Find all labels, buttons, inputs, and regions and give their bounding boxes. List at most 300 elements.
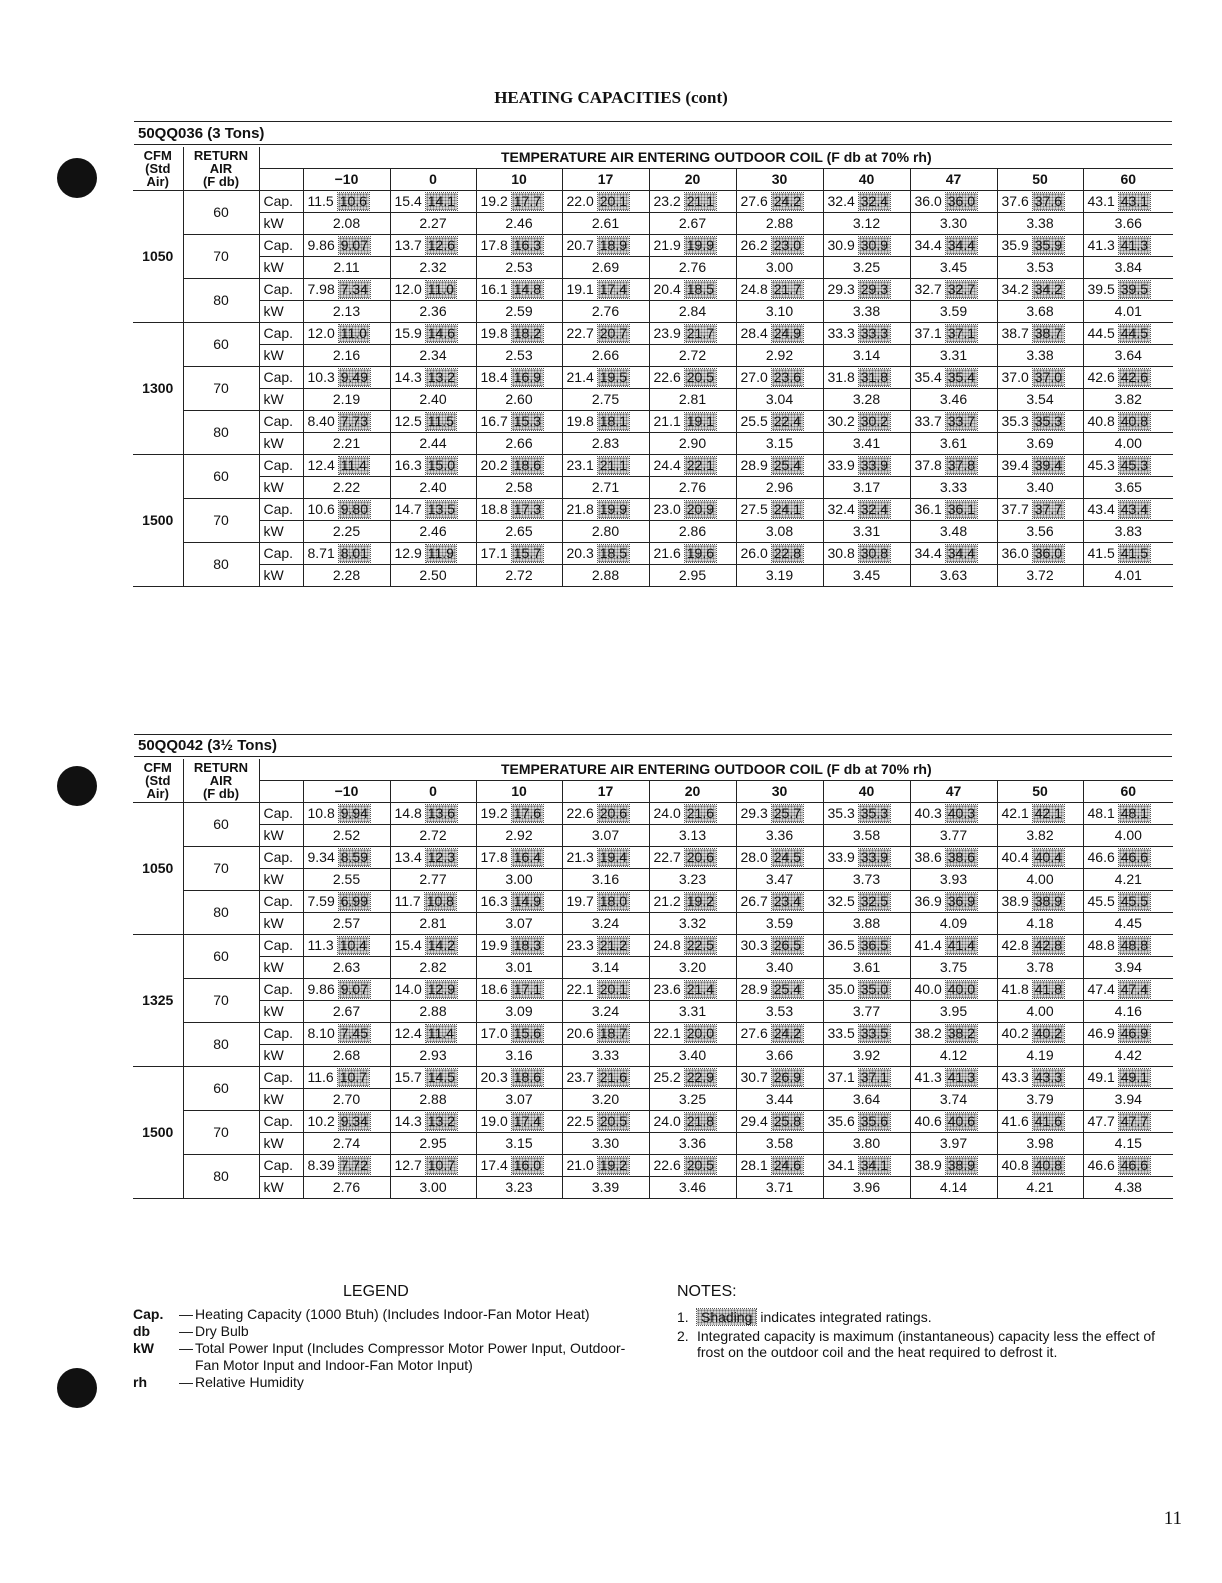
cap-cell [823,1023,910,1045]
cap-value: 42.8 [1001,937,1029,953]
notes-title: NOTES: [677,1283,737,1300]
kw-value: 2.66 [562,345,649,367]
integrated-cap-value: 25.8 [773,1113,801,1129]
cap-cell [997,935,1083,957]
integrated-cap-value: 37.6 [1034,193,1062,209]
integrated-cap-value: 46.9 [1120,1025,1148,1041]
cap-value: 19.0 [480,1113,508,1129]
cap-cell [649,323,736,345]
cap-label: Cap. [259,1155,303,1177]
cap-cell [910,455,997,477]
cap-cell [649,935,736,957]
cap-cell [736,499,823,521]
cap-cell [910,935,997,957]
cap-value: 10.3 [307,369,335,385]
cap-value: 22.1 [566,981,594,997]
cap-value: 28.1 [740,1157,768,1173]
cap-value: 49.1 [1087,1069,1115,1085]
integrated-cap-value: 7.34 [340,281,368,297]
integrated-cap-value: 18.5 [686,281,714,297]
integrated-cap-value: 13.2 [427,369,455,385]
cap-label: Cap. [259,979,303,1001]
cap-value: 39.5 [1087,281,1115,297]
return-air-value: 80 [183,279,259,323]
cap-value: 18.8 [480,501,508,517]
kw-value: 2.76 [649,257,736,279]
kw-value: 2.67 [303,1001,390,1023]
kw-value: 2.88 [390,1001,476,1023]
integrated-cap-value: 37.1 [860,1069,888,1085]
kw-value: 2.66 [476,433,562,455]
cap-value: 29.4 [740,1113,768,1129]
cap-value: 11.7 [394,893,421,909]
cap-cell [649,1023,736,1045]
kw-value: 3.20 [562,1089,649,1111]
cap-value: 22.7 [566,325,594,341]
cap-row [133,191,1173,213]
cap-cell [910,323,997,345]
integrated-cap-value: 13.5 [427,501,455,517]
legend-title: LEGEND [343,1283,409,1300]
integrated-cap-value: 9.34 [340,1113,368,1129]
cap-cell [562,543,649,565]
integrated-cap-value: 19.9 [686,237,714,253]
cap-value: 33.9 [827,849,855,865]
legend-key: db [133,1323,151,1339]
integrated-cap-value: 10.7 [427,1157,455,1173]
kw-value: 2.36 [390,301,476,323]
integrated-cap-value: 17.6 [513,805,541,821]
cap-cell [562,935,649,957]
cap-cell [736,847,823,869]
kw-value: 2.52 [303,825,390,847]
kw-value: 3.38 [823,301,910,323]
cap-cell [390,847,476,869]
kw-value: 3.71 [736,1177,823,1199]
kw-value: 2.16 [303,345,390,367]
kw-value: 4.01 [1083,565,1173,587]
cap-cell [562,979,649,1001]
cap-value: 42.1 [1001,805,1029,821]
integrated-cap-value: 18.9 [599,237,627,253]
integrated-cap-value: 9.49 [340,369,368,385]
kw-value: 3.33 [910,477,997,499]
cap-cell [390,891,476,913]
cap-cell [910,891,997,913]
cap-value: 39.4 [1001,457,1029,473]
cap-cell [390,1155,476,1177]
temperature-column: 47 [910,781,997,803]
cap-cell [562,847,649,869]
kw-value: 3.69 [997,433,1083,455]
integrated-cap-value: 40.0 [947,981,975,997]
header-row [133,759,1173,781]
cap-cell [910,803,997,825]
legend-definition: Dry Bulb [195,1323,249,1339]
kw-value: 2.74 [303,1133,390,1155]
cap-value: 48.1 [1087,805,1115,821]
kw-value: 3.46 [649,1177,736,1199]
cap-value: 24.4 [653,457,681,473]
cap-value: 24.0 [653,805,681,821]
cap-label: Cap. [259,279,303,301]
cap-cell [562,279,649,301]
cap-value: 13.7 [394,237,422,253]
cap-cell [562,1023,649,1045]
kw-value: 2.83 [562,433,649,455]
cap-value: 21.3 [566,849,594,865]
kw-value: 3.15 [476,1133,562,1155]
cap-row [133,847,1173,869]
kw-value: 3.61 [910,433,997,455]
integrated-cap-value: 33.9 [860,849,888,865]
cap-value: 20.4 [653,281,681,297]
integrated-cap-value: 25.4 [773,457,801,473]
integrated-cap-value: 26.5 [773,937,801,953]
integrated-cap-value: 37.0 [1034,369,1062,385]
kw-value: 3.66 [1083,213,1173,235]
cap-cell [303,1111,390,1133]
integrated-cap-value: 22.4 [773,413,801,429]
cap-value: 11.3 [307,937,334,953]
kw-value: 2.68 [303,1045,390,1067]
cap-value: 8.10 [307,1025,335,1041]
cap-cell [910,367,997,389]
cap-value: 19.9 [480,937,508,953]
cap-cell [303,367,390,389]
integrated-cap-value: 19.9 [599,501,627,517]
kw-value: 2.25 [303,521,390,543]
cap-value: 23.6 [653,981,681,997]
cap-value: 31.8 [827,369,855,385]
kw-value: 3.44 [736,1089,823,1111]
integrated-cap-value: 34.1 [860,1157,888,1173]
cap-cell [390,543,476,565]
cap-cell [390,803,476,825]
cap-cell [1083,235,1173,257]
kw-label: kW [259,433,303,455]
cap-cell [562,1067,649,1089]
cap-cell [910,499,997,521]
cap-row [133,455,1173,477]
cap-label: Cap. [259,1023,303,1045]
integrated-cap-value: 24.1 [773,501,801,517]
cap-label: Cap. [259,323,303,345]
cap-value: 12.4 [307,457,335,473]
integrated-cap-value: 32.4 [860,193,888,209]
kw-value: 3.98 [997,1133,1083,1155]
integrated-cap-value: 7.45 [340,1025,368,1041]
integrated-cap-value: 44.5 [1120,325,1148,341]
cap-value: 22.5 [566,1113,594,1129]
cap-cell [303,235,390,257]
cap-cell [303,935,390,957]
cap-row [133,1023,1173,1045]
temperature-column: 20 [649,169,736,191]
cap-value: 26.2 [740,237,768,253]
temperature-header: TEMPERATURE AIR ENTERING OUTDOOR COIL (F db at 70% rh) [259,759,1173,781]
kw-value: 2.88 [390,1089,476,1111]
cap-value: 12.9 [394,545,422,561]
kw-value: 3.36 [736,825,823,847]
cap-label: Cap. [259,1111,303,1133]
kw-value: 3.08 [736,521,823,543]
kw-value: 2.92 [476,825,562,847]
cap-cell [910,979,997,1001]
integrated-cap-value: 14.8 [513,281,541,297]
integrated-cap-value: 39.4 [1034,457,1062,473]
kw-value: 3.38 [997,345,1083,367]
cap-cell [649,847,736,869]
integrated-cap-value: 42.8 [1034,937,1062,953]
integrated-cap-value: 49.1 [1120,1069,1148,1085]
cap-cell [649,235,736,257]
integrated-cap-value: 9.07 [340,981,368,997]
cap-value: 20.6 [566,1025,594,1041]
kw-value: 3.31 [823,521,910,543]
integrated-cap-value: 16.9 [513,369,541,385]
cap-value: 37.0 [1001,369,1029,385]
integrated-cap-value: 14.6 [427,325,455,341]
kw-value: 3.96 [823,1177,910,1199]
cap-value: 46.6 [1087,1157,1115,1173]
integrated-cap-value: 23.4 [773,893,801,909]
cap-value: 30.2 [827,413,855,429]
cap-value: 14.7 [394,501,422,517]
cap-label: Cap. [259,935,303,957]
cap-value: 32.4 [827,193,855,209]
cap-cell [823,279,910,301]
cap-cell [1083,1155,1173,1177]
cap-value: 19.2 [480,193,508,209]
integrated-cap-value: 15.6 [513,1025,541,1041]
legend-definition: Relative Humidity [195,1374,304,1390]
temperature-column: 60 [1083,781,1173,803]
kw-value: 3.82 [997,825,1083,847]
legend-item [133,1374,635,1391]
kw-value: 3.07 [562,825,649,847]
cap-value: 32.7 [914,281,942,297]
integrated-cap-value: 19.6 [686,545,714,561]
integrated-cap-value: 20.5 [599,1113,627,1129]
cap-value: 12.0 [394,281,422,297]
cap-cell [997,1067,1083,1089]
kw-value: 3.00 [736,257,823,279]
kw-label: kW [259,345,303,367]
kw-value: 3.53 [736,1001,823,1023]
kw-label: kW [259,477,303,499]
cap-value: 47.4 [1087,981,1115,997]
kw-value: 3.07 [476,913,562,935]
kw-value: 3.53 [997,257,1083,279]
cap-value: 29.3 [827,281,855,297]
kw-value: 3.68 [997,301,1083,323]
cap-cell [562,455,649,477]
cap-value: 43.3 [1001,1069,1029,1085]
kw-value: 2.50 [390,565,476,587]
integrated-cap-value: 10.6 [339,193,367,209]
cap-value: 12.0 [307,325,335,341]
cap-cell [910,279,997,301]
cap-value: 41.8 [1001,981,1029,997]
integrated-cap-value: 40.4 [1034,849,1062,865]
kw-row [133,389,1173,411]
cap-cell [910,543,997,565]
model-rule [134,756,1172,757]
integrated-cap-value: 33.5 [860,1025,888,1041]
integrated-cap-value: 11.0 [427,281,454,297]
cap-value: 37.6 [1001,193,1029,209]
cap-cell [649,891,736,913]
integrated-cap-value: 19.2 [599,1157,627,1173]
integrated-cap-value: 21.1 [599,457,627,473]
integrated-cap-value: 42.6 [1120,369,1148,385]
cap-cell [476,1023,562,1045]
integrated-cap-value: 33.7 [947,413,975,429]
integrated-cap-value: 11.4 [340,457,367,473]
return-air-value: 80 [183,1155,259,1199]
cap-cell [997,235,1083,257]
cfm-value: 1500 [133,455,183,587]
cap-value: 41.3 [1087,237,1115,253]
temperature-column: 20 [649,781,736,803]
integrated-cap-value: 17.1 [513,981,541,997]
kw-value: 2.93 [390,1045,476,1067]
integrated-cap-value: 29.3 [860,281,888,297]
cap-cell [997,323,1083,345]
integrated-cap-value: 39.5 [1120,281,1148,297]
cap-cell [390,411,476,433]
integrated-cap-value: 36.0 [1034,545,1062,561]
cap-cell [649,979,736,1001]
cap-value: 38.9 [914,1157,942,1173]
integrated-cap-value: 23.6 [773,369,801,385]
cap-value: 22.7 [653,849,681,865]
kw-value: 3.36 [649,1133,736,1155]
kw-value: 2.76 [303,1177,390,1199]
cap-value: 44.5 [1087,325,1115,341]
kw-value: 2.71 [562,477,649,499]
cap-value: 25.2 [653,1069,681,1085]
cap-cell [390,935,476,957]
cap-value: 12.7 [394,1157,422,1173]
kw-value: 2.76 [649,477,736,499]
kw-value: 2.60 [476,389,562,411]
top-rule [134,734,1172,735]
cap-cell [1083,803,1173,825]
cap-value: 33.5 [827,1025,855,1041]
temperature-column: 17 [562,781,649,803]
cap-cell [736,979,823,1001]
cap-value: 40.4 [1001,849,1029,865]
legend-key: rh [133,1374,147,1390]
cap-value: 36.0 [1001,545,1029,561]
cap-value: 17.0 [480,1025,508,1041]
cap-value: 15.9 [394,325,422,341]
kw-value: 2.84 [649,301,736,323]
kw-value: 2.59 [476,301,562,323]
integrated-cap-value: 17.3 [513,501,541,517]
integrated-cap-value: 18.7 [599,1025,627,1041]
cap-value: 36.5 [827,937,855,953]
integrated-cap-value: 31.8 [860,369,888,385]
integrated-cap-value: 40.8 [1034,1157,1062,1173]
kw-value: 3.40 [736,957,823,979]
cap-cell [823,935,910,957]
return-air-value: 70 [183,979,259,1023]
kw-value: 3.80 [823,1133,910,1155]
cap-value: 28.4 [740,325,768,341]
cap-cell [997,847,1083,869]
cap-cell [303,279,390,301]
kw-value: 3.31 [649,1001,736,1023]
integrated-cap-value: 25.7 [773,805,801,821]
kw-value: 2.96 [736,477,823,499]
integrated-cap-value: 8.59 [340,849,368,865]
integrated-cap-value: 14.9 [513,893,541,909]
cap-cell [390,1023,476,1045]
cap-cell [649,1155,736,1177]
cap-value: 10.2 [307,1113,335,1129]
cap-value: 9.86 [307,981,335,997]
cap-cell [649,279,736,301]
temperature-column: 17 [562,169,649,191]
kw-value: 3.65 [1083,477,1173,499]
cap-value: 45.5 [1087,893,1115,909]
integrated-cap-value: 22.5 [686,937,714,953]
cap-value: 19.7 [566,893,594,909]
cap-cell [1083,935,1173,957]
cap-cell [562,411,649,433]
cap-value: 16.1 [480,281,508,297]
kw-value: 2.88 [736,213,823,235]
kw-value: 4.38 [1083,1177,1173,1199]
cap-cell [649,411,736,433]
cap-cell [390,979,476,1001]
kw-value: 3.79 [997,1089,1083,1111]
temperature-column: 50 [997,169,1083,191]
note-number: 2. [677,1328,689,1344]
kw-value: 4.01 [1083,301,1173,323]
temperature-column: −10 [303,781,390,803]
kw-value: 3.12 [823,213,910,235]
kw-value: 2.46 [390,521,476,543]
shading-sample: Shading [697,1309,756,1325]
cap-value: 16.7 [480,413,508,429]
cap-value: 22.6 [653,1157,681,1173]
integrated-cap-value: 14.5 [427,1069,455,1085]
cap-cell [997,979,1083,1001]
integrated-cap-value: 38.7 [1034,325,1062,341]
cap-cell [1083,1067,1173,1089]
cap-cell [649,1067,736,1089]
cap-cell [736,455,823,477]
cap-cell [1083,1111,1173,1133]
kw-value: 3.45 [910,257,997,279]
cfm-value: 1500 [133,1067,183,1199]
cap-cell [997,891,1083,913]
kw-value: 3.39 [562,1177,649,1199]
cap-value: 32.4 [827,501,855,517]
kw-value: 4.15 [1083,1133,1173,1155]
integrated-cap-value: 13.2 [427,1113,455,1129]
kw-value: 3.24 [562,913,649,935]
integrated-cap-value: 7.73 [340,413,368,429]
kw-row [133,213,1173,235]
kw-value: 2.82 [390,957,476,979]
integrated-cap-value: 45.5 [1120,893,1148,909]
cap-value: 37.7 [1001,501,1029,517]
